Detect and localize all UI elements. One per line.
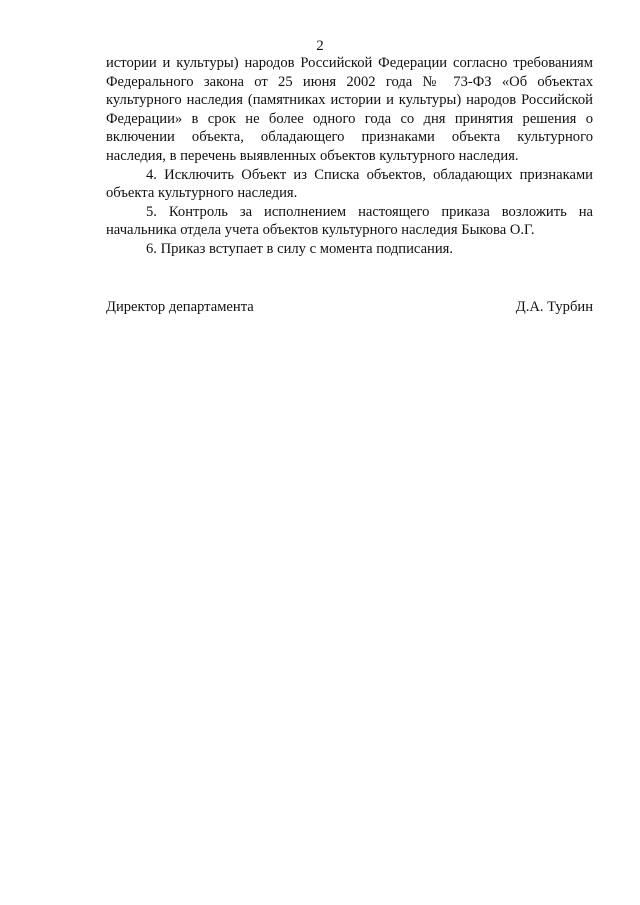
paragraph-continuation bbox=[106, 54, 593, 166]
paragraph-item-4 bbox=[106, 166, 593, 203]
text-line: 5. Контроль за исполнением настоящего приказа возложить на bbox=[146, 203, 593, 220]
text-line: объекта культурного наследия. bbox=[106, 185, 298, 202]
document-body bbox=[106, 54, 593, 259]
text-line: Федерации» в срок не более одного года со дня принятия решения о bbox=[106, 110, 593, 127]
text-line: культурного наследия (памятниках истории и культуры) народов Российской bbox=[106, 92, 593, 109]
text-line: Федерального закона от 25 июня 2002 года № 73-ФЗ «Об объектах bbox=[106, 73, 593, 90]
text-line: 4. Исключить Объект из Списка объектов, обладающих признаками bbox=[146, 166, 593, 183]
signer-position: Директор департамента bbox=[106, 299, 254, 315]
text-line: начальника отдела учета объектов культурного наследия Быкова О.Г. bbox=[106, 222, 535, 239]
text-line: включении объекта, обладающего признаками объекта культурного bbox=[106, 129, 593, 146]
paragraph-item-6 bbox=[106, 240, 593, 259]
paragraph-item-5 bbox=[106, 203, 593, 240]
text-line: истории и культуры) народов Российской Федерации согласно требованиям bbox=[106, 55, 593, 71]
text-line: наследия, в перечень выявленных объектов культурного наследия. bbox=[106, 147, 519, 164]
signer-name: Д.А. Турбин bbox=[515, 299, 593, 315]
text-line: 6. Приказ вступает в силу с момента подписания. bbox=[146, 240, 454, 257]
page-number: 2 bbox=[316, 38, 324, 54]
